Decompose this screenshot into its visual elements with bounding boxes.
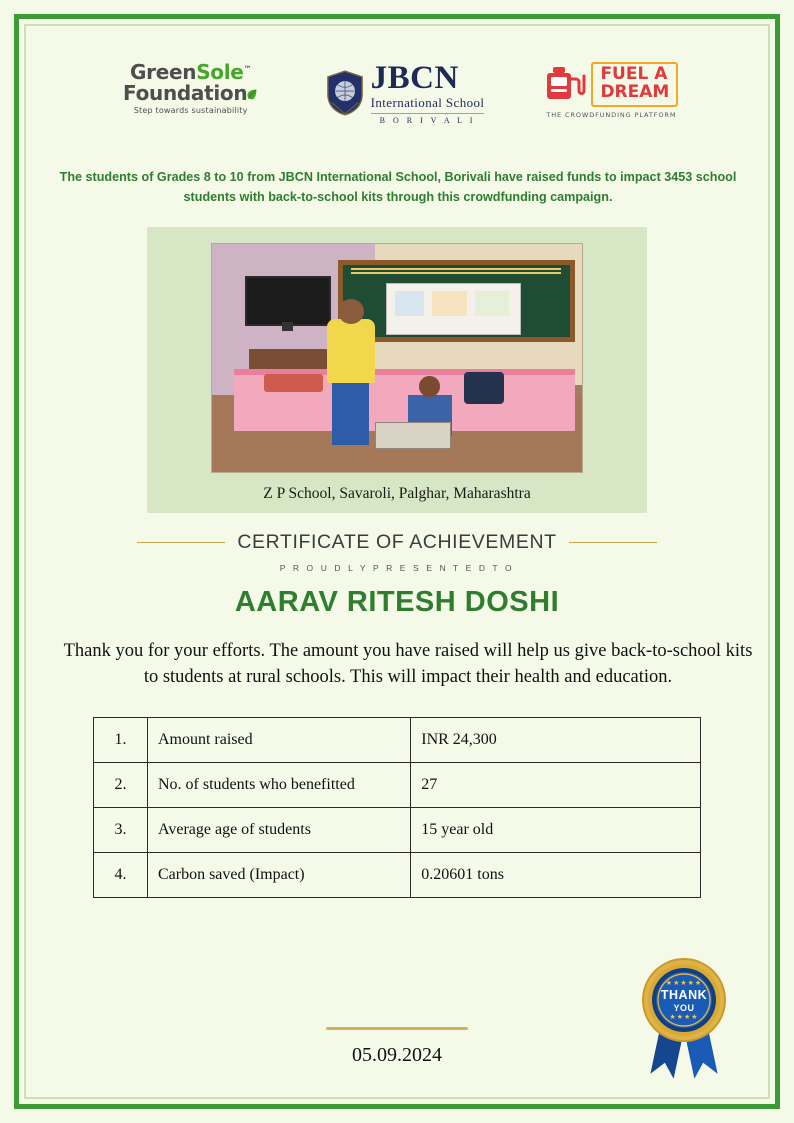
intro-text: The students of Grades 8 to 10 from JBCN International School, Borivali have raised funds to impact 3453 school students with back-to-school kits through this crowdfunding campaign. [59,170,737,204]
row-value: INR 24,300 [411,717,701,762]
fuel-pump-icon [544,64,586,104]
table-row [94,717,701,762]
greensole-name-line2-wrap [123,83,258,104]
certificate-title: CERTIFICATE OF ACHIEVEMENT [237,531,557,554]
row-label: Amount raised [147,717,410,762]
row-label: Average age of students [147,807,410,852]
table-row [94,762,701,807]
photo-block [147,227,647,513]
row-value: 0.20601 tons [411,852,701,897]
row-value: 27 [411,762,701,807]
jbcn-name: JBCN [370,60,459,96]
seal-line1: THANK [660,988,708,1002]
table-row [94,852,701,897]
row-index: 3. [94,807,148,852]
row-label: No. of students who benefitted [147,762,410,807]
row-label: Carbon saved (Impact) [147,852,410,897]
photo-caption: Z P School, Savaroli, Palghar, Maharashtra [263,485,531,503]
greensole-name-part2: Sole [196,60,244,84]
issue-date: 05.09.2024 [352,1044,442,1066]
impact-table [93,717,701,898]
thank-you-seal [636,957,732,1077]
recipient-name: AARAV RITESH DOSHI [234,586,560,619]
thank-you-message: Thank you for your efforts. The amount you have raised will help us give back-to-school kits to students at rural schools. This will impact their health and education. [63,641,753,688]
certificate-content [14,14,780,898]
greensole-name-part1: Green [130,60,197,84]
row-index: 1. [94,717,148,762]
jbcn-logo [326,62,485,125]
fuel-line1: FUEL A [600,64,668,84]
signature-rule [326,1027,468,1030]
table-row [94,807,701,852]
greensole-wordmark [116,62,266,83]
logo-row [58,62,736,134]
greensole-tagline: Step towards sustainability [133,106,248,115]
jbcn-text-block [371,62,485,125]
row-index: 4. [94,852,148,897]
jbcn-subtitle: International School [370,95,485,110]
rule-right [569,542,657,543]
greensole-name-line2: Foundation [123,81,248,105]
fuel-a-dream-logo [544,62,678,119]
fuel-tagline: THE CROWDFUNDING PLATFORM [546,110,677,119]
school-crest-icon [326,70,364,116]
classroom-photo [211,243,583,473]
jbcn-location: B O R I V A L I [371,113,485,125]
fuel-line2: DREAM [600,81,670,102]
greensole-logo [116,62,266,115]
fuel-logo-main [544,62,678,107]
fuel-wordmark [591,62,678,107]
presented-to-label: P R O U D L Y P R E S E N T E D T O [279,563,515,574]
row-index: 2. [94,762,148,807]
certificate-heading-row [58,531,736,554]
row-value: 15 year old [411,807,701,852]
leaf-icon [245,84,258,97]
rule-left [137,542,225,543]
seal-badge-icon [641,957,727,1043]
seal-stars-top: ★★★★★ [665,979,703,987]
seal-line2: YOU [673,1002,695,1013]
trademark-icon: ™ [243,64,252,74]
seal-stars-bottom: ★★★★ [669,1013,699,1021]
